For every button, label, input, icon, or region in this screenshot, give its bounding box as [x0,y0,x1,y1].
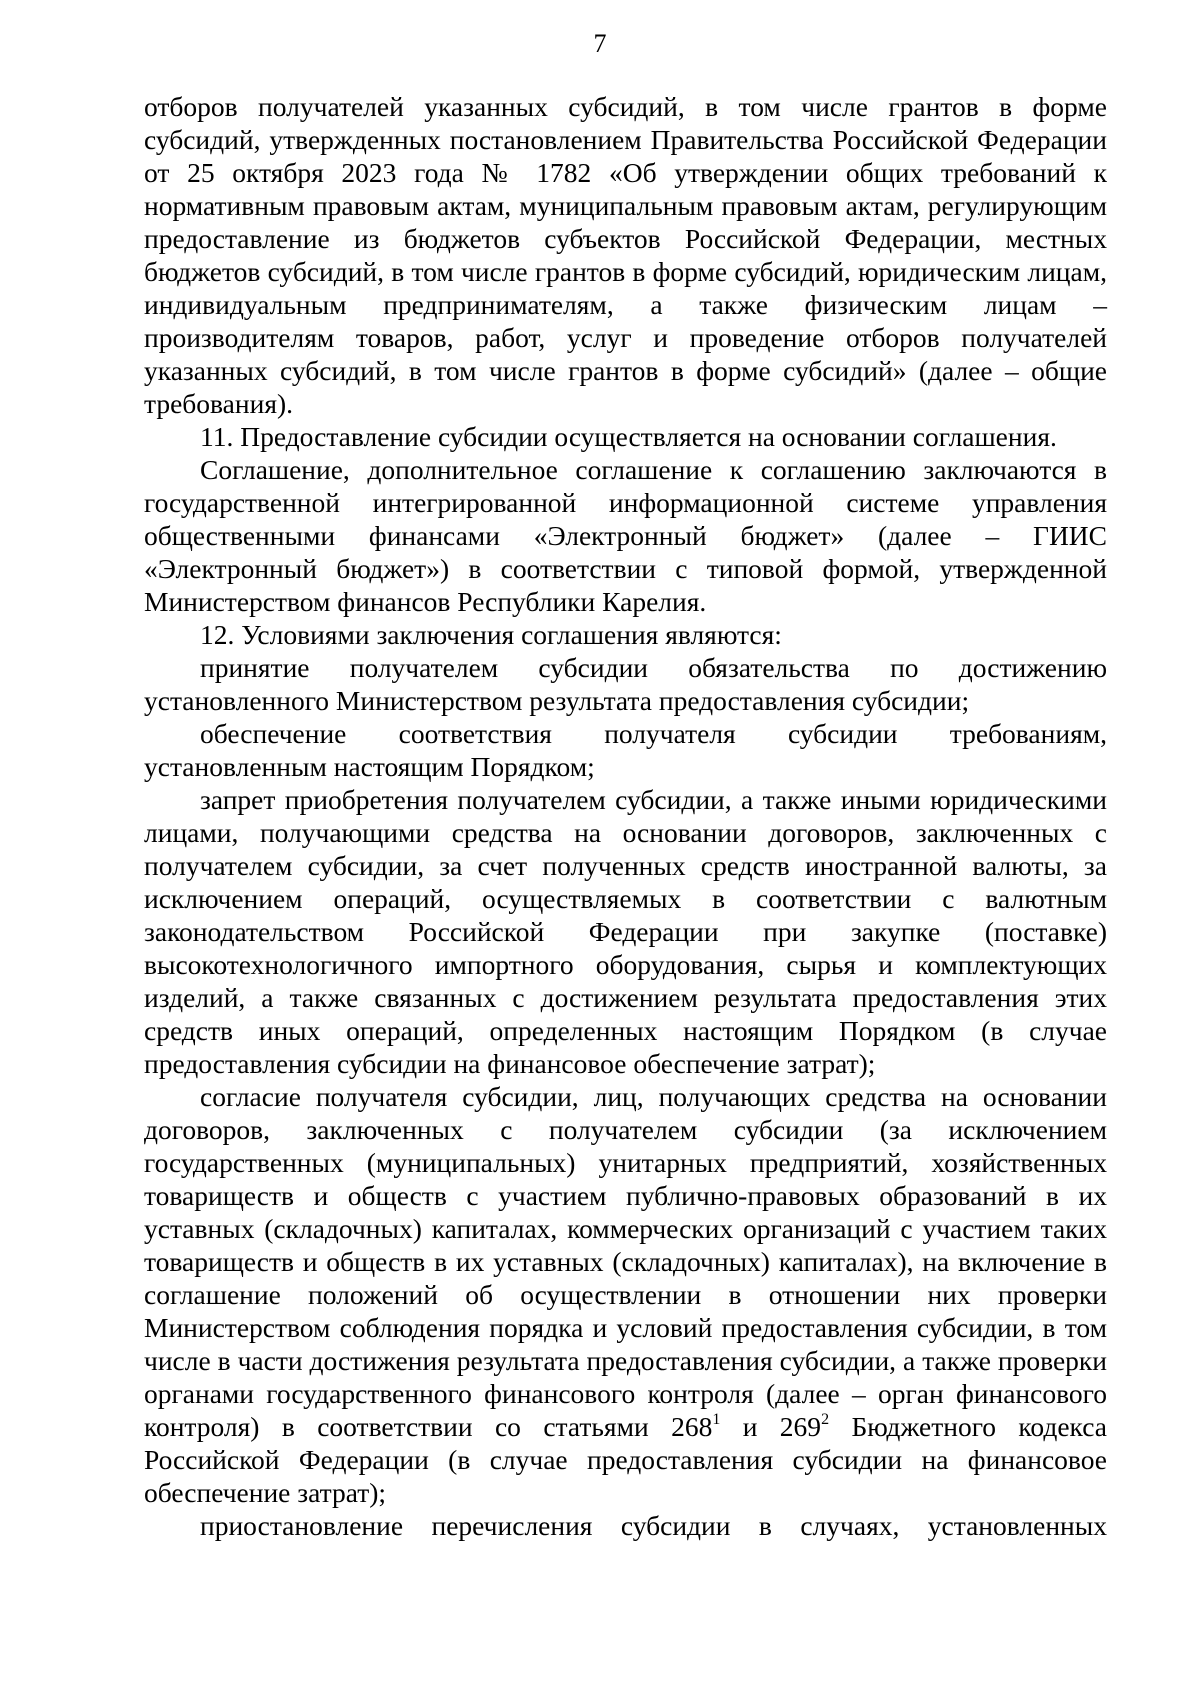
footnote-superscript-2: 2 [821,1411,830,1428]
footnote-superscript-1: 1 [712,1411,721,1428]
paragraph-condition-obligation: принятие получателем субсидии обязательства по достижению установленного Министерством результата предоставления субсидии; [144,652,1107,716]
consent-text-part-2: и 269 [720,1411,822,1442]
paragraph-suspension: приостановление перечисления субсидии в случаях, установленных [200,1510,1107,1541]
paragraph-item-11: 11. Предоставление субсидии осуществляется на основании соглашения. [200,421,1057,452]
paragraph-condition-currency-ban: запрет приобретения получателем субсидии, а также иными юридическими лицами, получающими средства на основании договоров, заключенных с получателем субсидии, за счет полученных средств иностранной валюты, за исключением операций, осуществляемых в соответствии с валютным законодательством Российской Федерации при закупке (поставке) высокотехнологичного импортного оборудования, сырья и комплектующих изделий, а также связанных с достижением результата предоставления этих средств иных операций, определенных настоящим Порядком (в случае предоставления субсидии на финансовое обеспечение затрат); [144,784,1107,1079]
paragraph-agreement: Соглашение, дополнительное соглашение к соглашению заключаются в государственной интегрированной информационной системе управления общественными финансами «Электронный бюджет» (далее – ГИИС «Электронный бюджет») в соответствии с типовой формой, утвержденной Министерством финансов Республики Карелия. [144,454,1107,617]
paragraph-condition-consent [144,1080,1107,1509]
paragraph-item-12: 12. Условиями заключения соглашения являются: [200,619,782,650]
document-body [144,90,1107,1542]
paragraph-condition-compliance: обеспечение соответствия получателя субсидии требованиям, установленным настоящим Порядком; [144,718,1107,782]
consent-text-part-3: Бюджетного кодекса Российской Федерации (в случае предоставления субсидии на финансовое обеспечение затрат); [144,1411,1107,1508]
paragraph-general-requirements: отборов получателей указанных субсидий, в том числе грантов в форме субсидий, утвержденных постановлением Правительства Российской Федерации от 25 октября 2023 года № 1782 «Об утверждении общих требований к нормативным правовым актам, муниципальным правовым актам, регулирующим предоставление из бюджетов субъектов Российской Федерации, местных бюджетов субсидий, в том числе грантов в форме субсидий, юридическим лицам, индивидуальным предпринимателям, а также физическим лицам – производителям товаров, работ, услуг и проведение отборов получателей указанных субсидий, в том числе грантов в форме субсидий» (далее – общие требования). [144,91,1107,419]
consent-text-part-1: согласие получателя субсидии, лиц, получающих средства на основании договоров, заключенных с получателем субсидии (за исключением государственных (муниципальных) унитарных предприятий, хозяйственных товариществ и обществ с участием публично-правовых образований в их уставных (складочных) капиталах, коммерческих организаций с участием таких товариществ и обществ в их уставных (складочных) капиталах), на включение в соглашение положений об осуществлении в отношении них проверки Министерством соблюдения порядка и условий предоставления субсидии, в том числе в части достижения результата предоставления субсидии, а также проверки органами государственного финансового контроля (далее – орган финансового контроля) в соответствии со статьями 268 [144,1081,1107,1442]
page-number: 7 [593,29,607,58]
